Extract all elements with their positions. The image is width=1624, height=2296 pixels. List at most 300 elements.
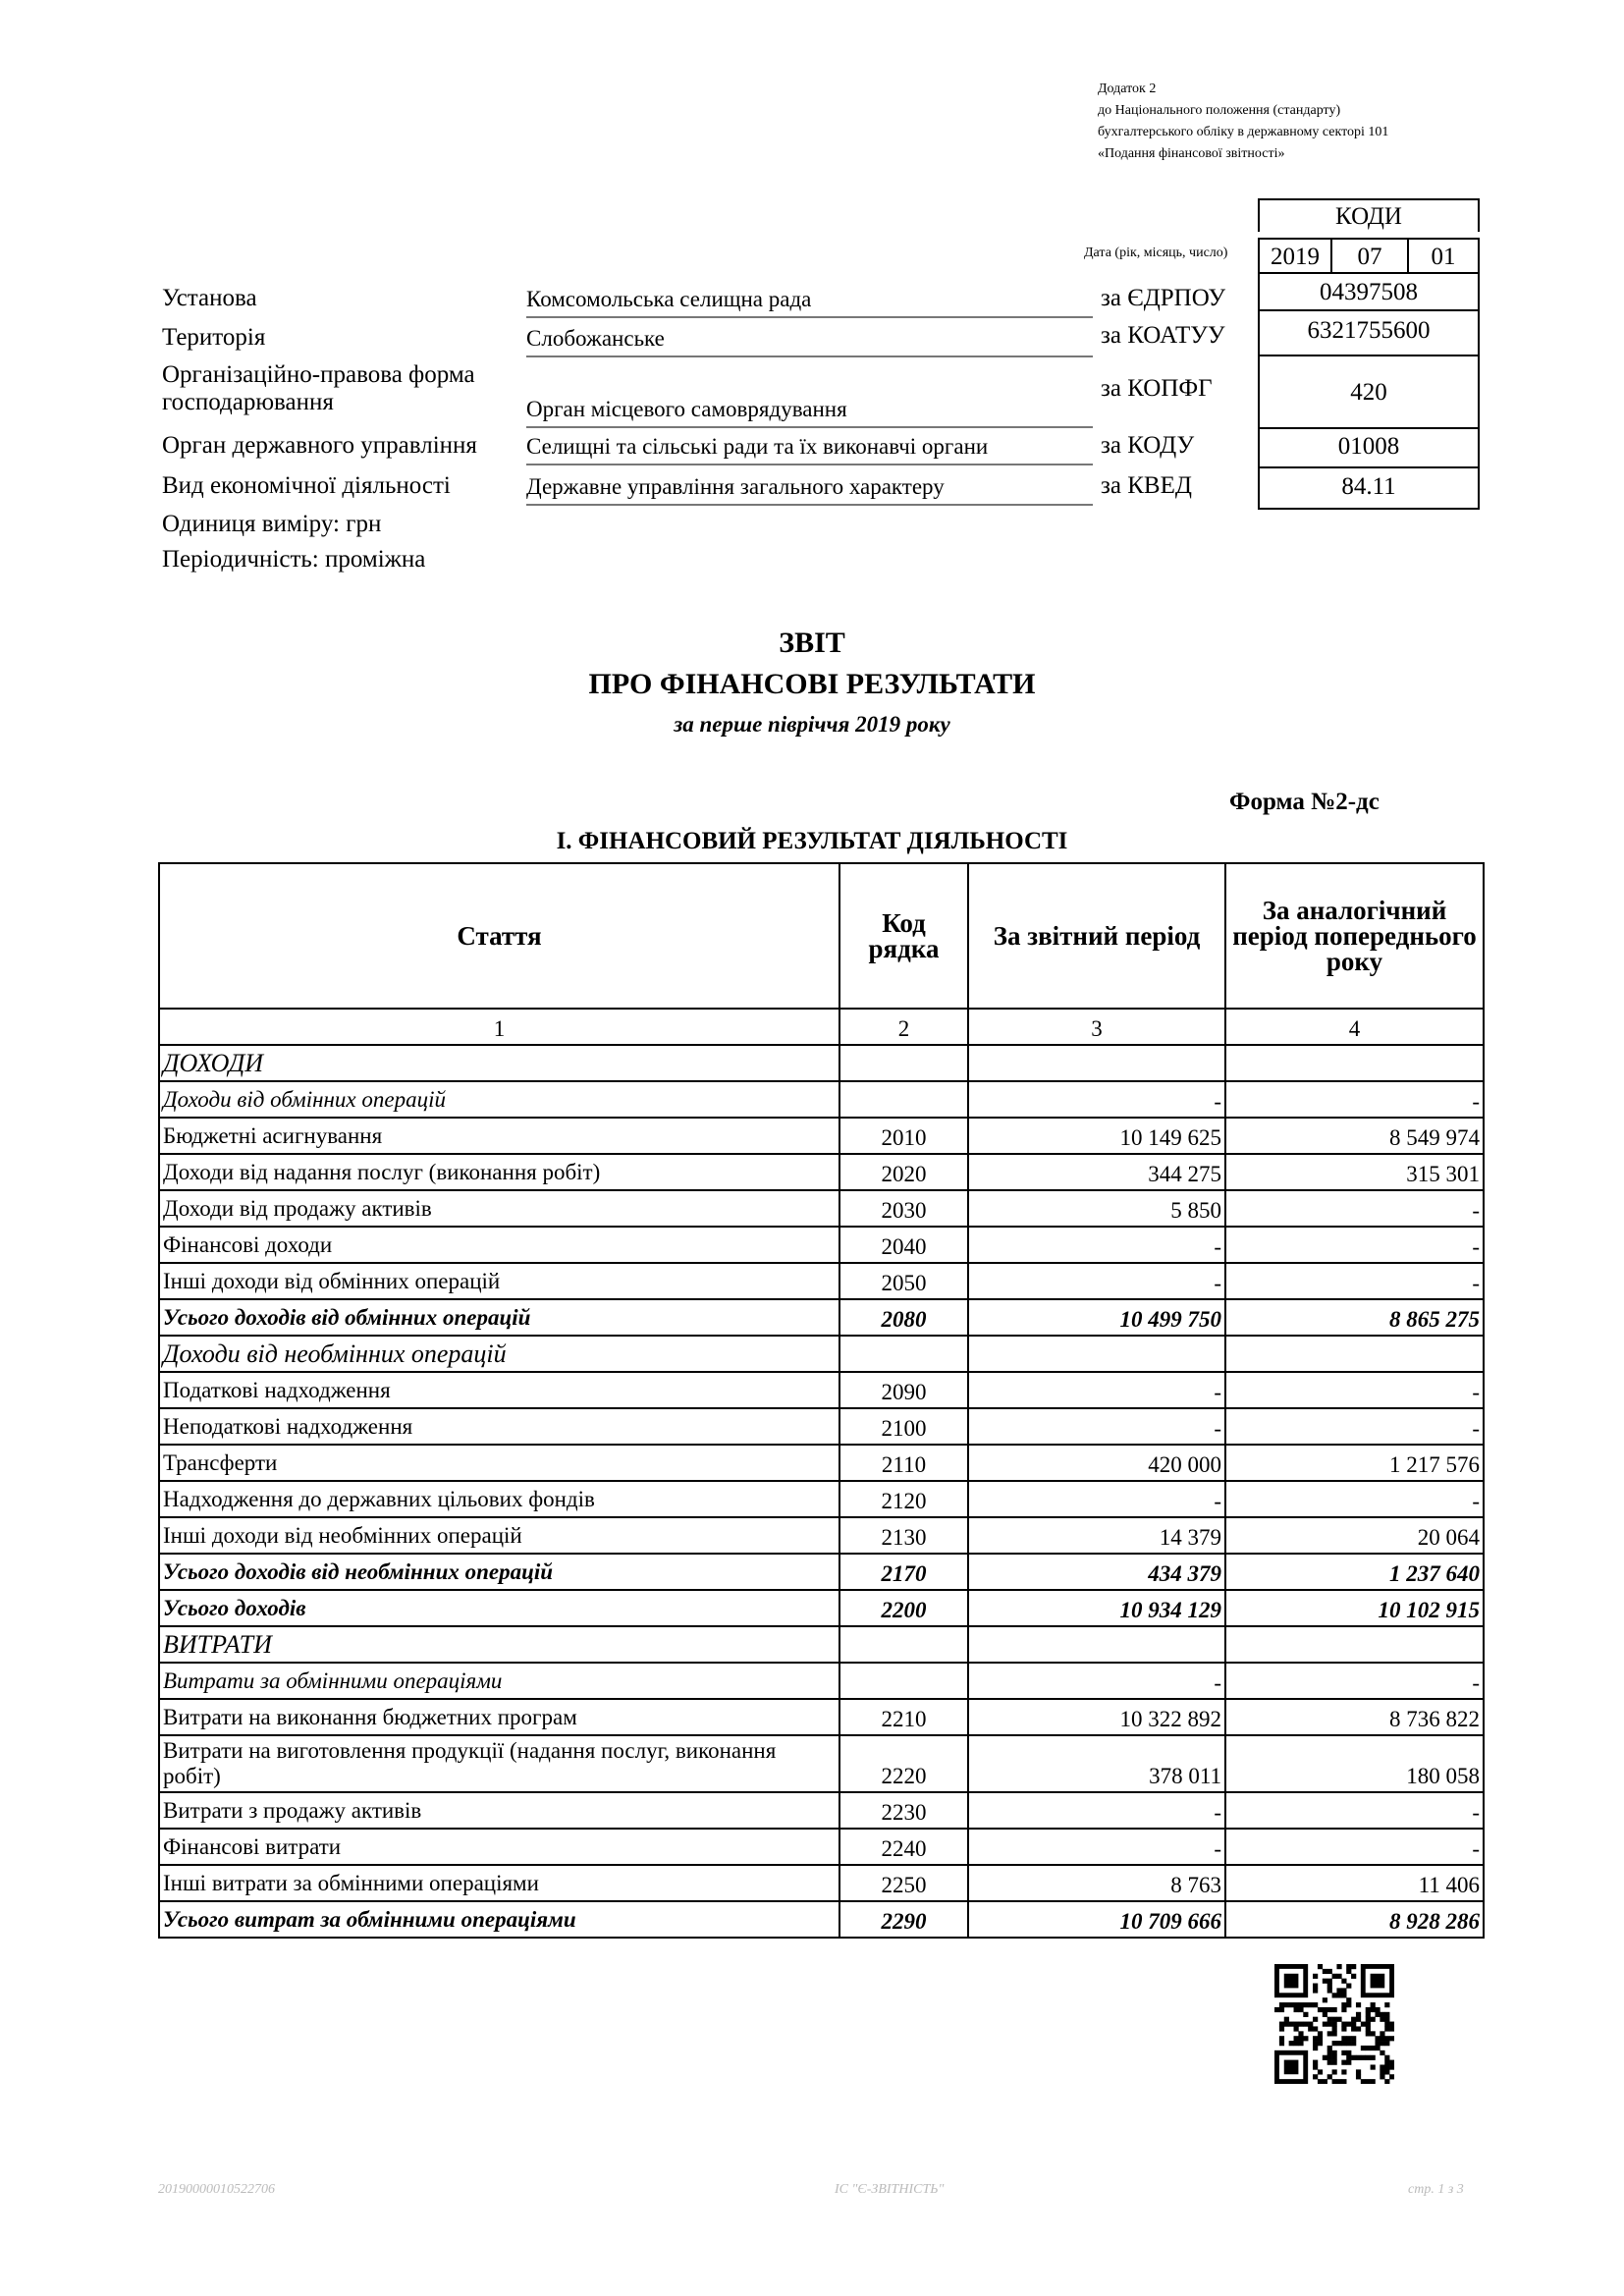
- qr-module: [1341, 1988, 1346, 1993]
- qr-module: [1332, 2079, 1337, 2084]
- qr-module: [1375, 2007, 1380, 2012]
- qr-module: [1351, 2026, 1356, 2031]
- header-current: За звітний період: [968, 863, 1225, 1009]
- qr-module: [1351, 1964, 1356, 1969]
- qr-module: [1332, 1993, 1337, 1997]
- qr-module: [1380, 2012, 1384, 2017]
- row-label: Усього доходів від обмінних операцій: [159, 1299, 839, 1336]
- row-current: 344 275: [968, 1154, 1225, 1190]
- row-label: Трансферти: [159, 1445, 839, 1481]
- row-previous: 8 549 974: [1225, 1118, 1484, 1154]
- authority-value: Селищні та сільські ради та їх виконавчі органи: [526, 434, 1093, 465]
- annex-note: [1098, 79, 1388, 165]
- qr-module: [1327, 2022, 1332, 2027]
- qr-module: [1318, 2069, 1323, 2074]
- row-previous: [1225, 1336, 1484, 1372]
- table-row: [159, 1118, 1484, 1154]
- row-code: 2170: [839, 1554, 968, 1590]
- qr-module: [1366, 2046, 1371, 2050]
- row-code: 2250: [839, 1865, 968, 1901]
- footer-system: ІС "Є-ЗВІТНІСТЬ": [835, 2182, 945, 2197]
- qr-module: [1323, 1969, 1327, 1974]
- date-day: 01: [1407, 238, 1480, 274]
- qr-module: [1366, 2012, 1371, 2017]
- row-label: Усього витрат за обмінними операціями: [159, 1901, 839, 1938]
- table-row: [159, 1445, 1484, 1481]
- qr-module: [1380, 2050, 1384, 2055]
- qr-module: [1323, 2079, 1327, 2084]
- qr-finder: [1284, 2060, 1299, 2075]
- row-previous: 1 237 640: [1225, 1554, 1484, 1590]
- row-current: -: [968, 1263, 1225, 1299]
- qr-module: [1371, 2007, 1376, 2012]
- qr-module: [1346, 1984, 1351, 1989]
- row-label: Фінансові доходи: [159, 1227, 839, 1263]
- qr-module: [1384, 2002, 1389, 2007]
- date-year: 2019: [1258, 238, 1332, 274]
- row-code: [839, 1045, 968, 1081]
- qr-module: [1351, 2017, 1356, 2022]
- qr-module: [1346, 2060, 1351, 2065]
- territory-value: Слобожанське: [526, 326, 1093, 357]
- row-code: [839, 1336, 968, 1372]
- qr-module: [1371, 2031, 1376, 2036]
- qr-module: [1327, 2017, 1332, 2022]
- row-code: 2080: [839, 1299, 968, 1336]
- qr-module: [1346, 2041, 1351, 2046]
- qr-module: [1346, 1969, 1351, 1974]
- table-row: [159, 1792, 1484, 1829]
- row-previous: -: [1225, 1372, 1484, 1408]
- qr-module: [1327, 2074, 1332, 2079]
- row-label: Витрати на виконання бюджетних програм: [159, 1699, 839, 1735]
- table-row: [159, 1901, 1484, 1938]
- qr-module: [1289, 2041, 1294, 2046]
- table-header-row: [159, 863, 1484, 1009]
- table-row: [159, 1299, 1484, 1336]
- periodicity-label: Періодичність: проміжна: [162, 546, 426, 573]
- row-current: 5 850: [968, 1190, 1225, 1227]
- row-label: Податкові надходження: [159, 1372, 839, 1408]
- header-article: Стаття: [159, 863, 839, 1009]
- row-code: 2090: [839, 1372, 968, 1408]
- qr-module: [1366, 2079, 1371, 2084]
- qr-module: [1380, 2031, 1384, 2036]
- qr-module: [1313, 2046, 1318, 2050]
- qr-module: [1356, 2074, 1361, 2079]
- institution-label: Установа: [162, 285, 257, 311]
- qr-module: [1366, 2022, 1371, 2027]
- annex-line: «Подання фінансової звітності»: [1098, 146, 1285, 161]
- authority-label: Орган державного управління: [162, 432, 477, 459]
- financial-results-table: [158, 862, 1485, 1939]
- qr-module: [1303, 2022, 1308, 2027]
- qr-module: [1318, 2036, 1323, 2041]
- qr-module: [1303, 2002, 1308, 2007]
- qr-module: [1346, 2022, 1351, 2027]
- qr-module: [1346, 2055, 1351, 2060]
- qr-module: [1323, 2007, 1327, 2012]
- qr-module: [1313, 2041, 1318, 2046]
- row-code: 2020: [839, 1154, 968, 1190]
- row-code: [839, 1081, 968, 1118]
- table-row: [159, 1554, 1484, 1590]
- qr-code: [1274, 1964, 1394, 2084]
- qr-module: [1375, 2012, 1380, 2017]
- qr-module: [1318, 2007, 1323, 2012]
- qr-module: [1313, 2002, 1318, 2007]
- qr-module: [1371, 2079, 1376, 2084]
- table-row: [159, 1829, 1484, 1865]
- row-current: -: [968, 1792, 1225, 1829]
- qr-module: [1279, 2007, 1284, 2012]
- table-row: [159, 1336, 1484, 1372]
- qr-finder: [1284, 1974, 1299, 1989]
- col-number: 3: [968, 1009, 1225, 1045]
- qr-module: [1313, 2060, 1318, 2065]
- row-current: 8 763: [968, 1865, 1225, 1901]
- row-label: Інші доходи від обмінних операцій: [159, 1263, 839, 1299]
- row-previous: -: [1225, 1227, 1484, 1263]
- qr-module: [1303, 2036, 1308, 2041]
- qr-module: [1298, 2041, 1303, 2046]
- qr-module: [1298, 2031, 1303, 2036]
- activity-label: Вид економічної діяльності: [162, 472, 451, 499]
- footer-page: стр. 1 з 3: [1408, 2182, 1464, 2197]
- qr-module: [1361, 2022, 1366, 2027]
- row-previous: -: [1225, 1081, 1484, 1118]
- qr-module: [1341, 2079, 1346, 2084]
- row-previous: -: [1225, 1792, 1484, 1829]
- qr-module: [1308, 2026, 1313, 2031]
- qr-module: [1380, 2017, 1384, 2022]
- table-row: [159, 1227, 1484, 1263]
- qr-module: [1356, 2055, 1361, 2060]
- qr-module: [1294, 2036, 1299, 2041]
- row-previous: 8 865 275: [1225, 1299, 1484, 1336]
- qr-module: [1279, 2041, 1284, 2046]
- qr-module: [1313, 1984, 1318, 1989]
- row-current: 420 000: [968, 1445, 1225, 1481]
- qr-module: [1318, 2041, 1323, 2046]
- col-number: 2: [839, 1009, 968, 1045]
- qr-module: [1380, 2064, 1384, 2069]
- org-form-label-line1: Організаційно-правова форма: [162, 361, 475, 388]
- qr-module: [1294, 2041, 1299, 2046]
- row-previous: 8 736 822: [1225, 1699, 1484, 1735]
- institution-value: Комсомольська селищна рада: [526, 287, 1093, 318]
- row-label: Доходи від необмінних операцій: [159, 1336, 839, 1372]
- qr-module: [1346, 2002, 1351, 2007]
- row-previous: 20 064: [1225, 1517, 1484, 1554]
- qr-module: [1389, 2022, 1394, 2027]
- row-label: Фінансові витрати: [159, 1829, 839, 1865]
- row-label: Інші витрати за обмінними операціями: [159, 1865, 839, 1901]
- row-code: [839, 1626, 968, 1663]
- qr-module: [1284, 2017, 1289, 2022]
- row-current: -: [968, 1829, 1225, 1865]
- row-current: 10 149 625: [968, 1118, 1225, 1154]
- row-previous: [1225, 1626, 1484, 1663]
- qr-module: [1351, 1974, 1356, 1979]
- row-previous: -: [1225, 1829, 1484, 1865]
- annex-line: бухгалтерського обліку в державному секторі 101: [1098, 125, 1389, 139]
- qr-module: [1371, 2002, 1376, 2007]
- row-label: Витрати з продажу активів: [159, 1792, 839, 1829]
- qr-module: [1384, 2055, 1389, 2060]
- qr-module: [1371, 2046, 1376, 2050]
- footer-doc-id: 20190000010522706: [158, 2182, 275, 2197]
- qr-module: [1336, 1964, 1341, 1969]
- qr-module: [1294, 2002, 1299, 2007]
- qr-module: [1332, 2026, 1337, 2031]
- qr-module: [1332, 2055, 1337, 2060]
- qr-module: [1366, 2026, 1371, 2031]
- row-code: 2040: [839, 1227, 968, 1263]
- row-label: Доходи від обмінних операцій: [159, 1081, 839, 1118]
- qr-module: [1332, 2031, 1337, 2036]
- qr-module: [1384, 2064, 1389, 2069]
- qr-module: [1274, 2007, 1279, 2012]
- qr-module: [1346, 2050, 1351, 2055]
- row-previous: 180 058: [1225, 1735, 1484, 1792]
- qr-module: [1336, 1993, 1341, 1997]
- qr-module: [1384, 2036, 1389, 2041]
- qr-module: [1356, 2002, 1361, 2007]
- qr-module: [1351, 2036, 1356, 2041]
- qr-module: [1298, 2022, 1303, 2027]
- date-label: Дата (рік, місяць, число): [1084, 246, 1228, 260]
- qr-module: [1336, 2079, 1341, 2084]
- row-previous: 1 217 576: [1225, 1445, 1484, 1481]
- row-label: Інші доходи від необмінних операцій: [159, 1517, 839, 1554]
- qr-module: [1371, 2064, 1376, 2069]
- qr-module: [1341, 2026, 1346, 2031]
- qr-module: [1336, 2041, 1341, 2046]
- qr-module: [1366, 2031, 1371, 2036]
- table-row: [159, 1663, 1484, 1699]
- qr-module: [1384, 2012, 1389, 2017]
- qr-module: [1327, 1984, 1332, 1989]
- qr-module: [1279, 2026, 1284, 2031]
- qr-module: [1308, 2002, 1313, 2007]
- row-previous: -: [1225, 1263, 1484, 1299]
- qr-module: [1361, 2046, 1366, 2050]
- qr-module: [1375, 2036, 1380, 2041]
- row-code: 2290: [839, 1901, 968, 1938]
- row-label: Усього доходів: [159, 1590, 839, 1626]
- row-code: 2220: [839, 1735, 968, 1792]
- qr-module: [1341, 2060, 1346, 2065]
- table-row: [159, 1190, 1484, 1227]
- row-code: 2200: [839, 1590, 968, 1626]
- qr-module: [1298, 2036, 1303, 2041]
- row-label: ВИТРАТИ: [159, 1626, 839, 1663]
- section-title: І. ФІНАНСОВИЙ РЕЗУЛЬТАТ ДІЯЛЬНОСТІ: [556, 828, 1068, 854]
- kved-code: 84.11: [1258, 466, 1480, 510]
- qr-module: [1351, 2022, 1356, 2027]
- table-row: [159, 1517, 1484, 1554]
- qr-module: [1361, 2055, 1366, 2060]
- qr-module: [1341, 2050, 1346, 2055]
- col-number: 1: [159, 1009, 839, 1045]
- row-previous: 8 928 286: [1225, 1901, 1484, 1938]
- qr-module: [1366, 2055, 1371, 2060]
- qr-module: [1279, 2022, 1284, 2027]
- unit-label: Одиниця виміру: грн: [162, 511, 382, 537]
- table-row: [159, 1481, 1484, 1517]
- table-row: [159, 1263, 1484, 1299]
- table-row: [159, 1626, 1484, 1663]
- qr-module: [1279, 2036, 1284, 2041]
- qr-module: [1351, 2041, 1356, 2046]
- row-previous: [1225, 1045, 1484, 1081]
- row-code: 2100: [839, 1408, 968, 1445]
- report-subtitle: ПРО ФІНАНСОВІ РЕЗУЛЬТАТИ: [588, 668, 1036, 700]
- kved-label: за КВЕД: [1101, 472, 1192, 499]
- koatuu-label: за КОАТУУ: [1101, 322, 1225, 349]
- qr-module: [1375, 2046, 1380, 2050]
- qr-finder: [1371, 1974, 1385, 1989]
- qr-module: [1389, 2074, 1394, 2079]
- qr-module: [1332, 2060, 1337, 2065]
- org-form-label-line2: господарювання: [162, 389, 334, 415]
- row-current: -: [968, 1081, 1225, 1118]
- table-row: [159, 1699, 1484, 1735]
- row-code: 2130: [839, 1517, 968, 1554]
- qr-module: [1308, 2022, 1313, 2027]
- qr-module: [1389, 2036, 1394, 2041]
- row-previous: -: [1225, 1190, 1484, 1227]
- row-code: 2050: [839, 1263, 968, 1299]
- table-row: [159, 1590, 1484, 1626]
- row-current: [968, 1045, 1225, 1081]
- row-current: 10 709 666: [968, 1901, 1225, 1938]
- qr-module: [1294, 2026, 1299, 2031]
- qr-module: [1380, 2069, 1384, 2074]
- qr-module: [1323, 2012, 1327, 2017]
- row-code: 2010: [839, 1118, 968, 1154]
- row-code: 2120: [839, 1481, 968, 1517]
- qr-module: [1289, 2022, 1294, 2027]
- qr-module: [1356, 2012, 1361, 2017]
- qr-module: [1294, 2007, 1299, 2012]
- edrpou-label: за ЄДРПОУ: [1101, 285, 1226, 311]
- qr-module: [1323, 2055, 1327, 2060]
- qr-module: [1323, 1979, 1327, 1984]
- qr-module: [1327, 1988, 1332, 1993]
- col-number: 4: [1225, 1009, 1484, 1045]
- qr-module: [1332, 1974, 1337, 1979]
- qr-module: [1341, 1993, 1346, 1997]
- row-code: 2240: [839, 1829, 968, 1865]
- qr-module: [1361, 2079, 1366, 2084]
- qr-module: [1384, 2026, 1389, 2031]
- qr-module: [1371, 2055, 1376, 2060]
- qr-module: [1346, 1997, 1351, 2002]
- qr-module: [1318, 2079, 1323, 2084]
- row-code: 2030: [839, 1190, 968, 1227]
- row-current: -: [968, 1372, 1225, 1408]
- kopfg-code: 420: [1258, 355, 1480, 429]
- qr-module: [1303, 2012, 1308, 2017]
- qr-module: [1332, 2017, 1337, 2022]
- qr-module: [1389, 2064, 1394, 2069]
- edrpou-code: 04397508: [1258, 272, 1480, 311]
- qr-module: [1380, 2036, 1384, 2041]
- qr-module: [1284, 2022, 1289, 2027]
- qr-module: [1356, 2069, 1361, 2074]
- row-previous: 11 406: [1225, 1865, 1484, 1901]
- qr-module: [1366, 2017, 1371, 2022]
- table-row: [159, 1735, 1484, 1792]
- qr-module: [1313, 2074, 1318, 2079]
- row-previous: 315 301: [1225, 1154, 1484, 1190]
- annex-line: до Національного положення (стандарту): [1098, 103, 1341, 118]
- row-current: -: [968, 1663, 1225, 1699]
- qr-module: [1371, 2017, 1376, 2022]
- row-code: 2230: [839, 1792, 968, 1829]
- table-row: [159, 1081, 1484, 1118]
- table-row: [159, 1154, 1484, 1190]
- row-current: 10 322 892: [968, 1699, 1225, 1735]
- row-current: 378 011: [968, 1735, 1225, 1792]
- qr-module: [1313, 1974, 1318, 1979]
- qr-module: [1327, 2050, 1332, 2055]
- row-label: Неподаткові надходження: [159, 1408, 839, 1445]
- kodu-code: 01008: [1258, 427, 1480, 468]
- qr-module: [1341, 2036, 1346, 2041]
- table-row: [159, 1372, 1484, 1408]
- table-row: [159, 1865, 1484, 1901]
- form-number: Форма №2-дс: [1229, 789, 1380, 815]
- org-form-value: Орган місцевого самоврядування: [526, 397, 1093, 428]
- qr-module: [1332, 2069, 1337, 2074]
- row-code: [839, 1663, 968, 1699]
- qr-module: [1332, 2022, 1337, 2027]
- qr-module: [1384, 2060, 1389, 2065]
- row-code: 2110: [839, 1445, 968, 1481]
- qr-module: [1318, 2031, 1323, 2036]
- qr-module: [1332, 2041, 1337, 2046]
- date-month: 07: [1330, 238, 1409, 274]
- qr-module: [1384, 2017, 1389, 2022]
- org-form-label: [162, 361, 475, 416]
- qr-module: [1341, 2022, 1346, 2027]
- qr-module: [1332, 2007, 1337, 2012]
- qr-module: [1336, 1974, 1341, 1979]
- row-code: 2210: [839, 1699, 968, 1735]
- qr-module: [1366, 2007, 1371, 2012]
- qr-module: [1289, 2002, 1294, 2007]
- qr-module: [1384, 2069, 1389, 2074]
- row-label: Надходження до державних цільових фондів: [159, 1481, 839, 1517]
- codes-title: КОДИ: [1258, 198, 1480, 232]
- qr-module: [1336, 2017, 1341, 2022]
- qr-module: [1384, 2022, 1389, 2027]
- row-current: [968, 1336, 1225, 1372]
- header-code: Код рядка: [839, 863, 968, 1009]
- qr-module: [1389, 2026, 1394, 2031]
- row-current: -: [968, 1227, 1225, 1263]
- qr-module: [1313, 2026, 1318, 2031]
- koatuu-code: 6321755600: [1258, 309, 1480, 356]
- row-label: ДОХОДИ: [159, 1045, 839, 1081]
- table-number-row: [159, 1009, 1484, 1045]
- qr-module: [1318, 1964, 1323, 1969]
- table-row: [159, 1045, 1484, 1081]
- qr-module: [1341, 2041, 1346, 2046]
